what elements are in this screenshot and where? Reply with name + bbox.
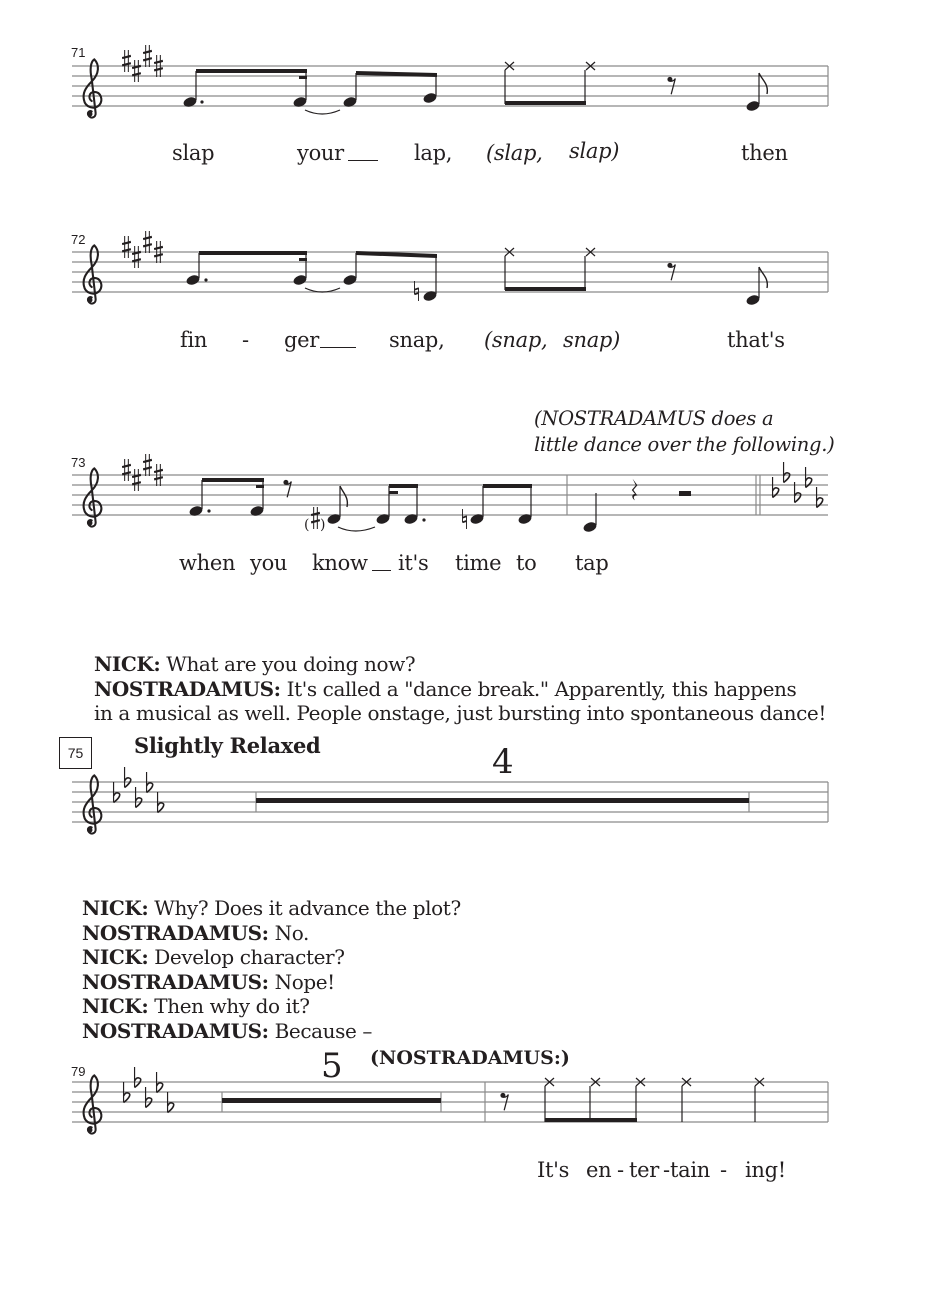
cue-label: (NOSTRADAMUS:) <box>370 1047 570 1069</box>
lyric: tap <box>575 551 609 575</box>
lyric: then <box>741 141 788 165</box>
lyric: when <box>179 551 236 575</box>
half-rest-icon <box>679 491 691 496</box>
dialogue-line: NICK: Develop character? <box>82 945 345 969</box>
lyric: en <box>586 1158 612 1182</box>
lyric: (snap, <box>484 328 548 352</box>
lyric: time <box>455 551 502 575</box>
treble-clef-icon <box>84 775 102 833</box>
measure-number: 73 <box>71 455 86 470</box>
melisma-line <box>372 570 391 571</box>
lyric: to <box>516 551 537 575</box>
dialogue-block-1 <box>94 652 826 726</box>
measure-number: 71 <box>71 45 86 60</box>
lyric: your <box>297 141 344 165</box>
lyric: (slap, <box>486 141 543 165</box>
dialogue-line: NICK: Why? Does it advance the plot? <box>82 896 461 920</box>
lyric: tain <box>670 1158 711 1182</box>
treble-clef-icon <box>84 59 102 117</box>
dialogue-block-2 <box>82 896 461 1043</box>
sharp-icon <box>143 45 152 67</box>
treble-clef-icon <box>84 245 102 303</box>
treble-clef-icon <box>84 1075 102 1133</box>
svg-text:(: ( <box>304 517 310 533</box>
lyric: ing! <box>745 1158 786 1182</box>
sharp-icon <box>132 60 141 82</box>
multirest-count: 5 <box>321 1046 343 1086</box>
dialogue-line: NOSTRADAMUS: Because – <box>82 1018 372 1043</box>
lyric: - <box>720 1158 727 1182</box>
rehearsal-mark: 75 <box>59 737 92 769</box>
stage-direction: (NOSTRADAMUS does a little dance over the following.) <box>534 407 835 456</box>
multirest-bar <box>256 798 749 803</box>
dialogue-line: NOSTRADAMUS: Nope! <box>82 969 335 994</box>
lyric: ger <box>284 328 320 352</box>
measure-number: 72 <box>71 232 86 247</box>
lyric: that's <box>727 328 785 352</box>
lyric: slap <box>172 141 215 165</box>
dialogue-line: NOSTRADAMUS: No. <box>82 920 309 945</box>
staff-79 <box>0 1076 952 1156</box>
lyric: you <box>250 551 288 575</box>
svg-text:): ) <box>320 517 326 533</box>
natural-icon <box>415 281 419 301</box>
staff-72 <box>0 246 952 326</box>
lyric: know <box>312 551 368 575</box>
measure-number: 79 <box>71 1064 86 1079</box>
flat-icon <box>784 462 790 483</box>
multirest-count: 4 <box>492 742 514 782</box>
dialogue-line: in a musical as well. People onstage, just bursting into spontaneous dance! <box>94 701 826 725</box>
multirest-bar <box>222 1098 441 1103</box>
sharp-icon <box>122 50 131 72</box>
melisma-line <box>320 347 356 348</box>
lyric: lap, <box>414 141 453 165</box>
lyric: fin <box>180 328 208 352</box>
lyric: slap) <box>569 139 620 163</box>
staff-71 <box>0 60 952 140</box>
lyric: It's <box>537 1158 570 1182</box>
treble-clef-icon <box>84 468 102 526</box>
dialogue-line: NICK: What are you doing now? <box>94 652 416 676</box>
dialogue-line: NOSTRADAMUS: It's called a "dance break." Apparently, this happens <box>94 676 797 701</box>
staff-73 <box>0 469 952 549</box>
staff-75 <box>0 776 952 856</box>
lyric: - <box>617 1158 624 1182</box>
tempo-marking: Slightly Relaxed <box>134 733 321 758</box>
dialogue-line: NICK: Then why do it? <box>82 994 310 1018</box>
lyric: - <box>663 1158 670 1182</box>
melisma-line <box>348 160 378 161</box>
lyric: snap, <box>389 328 445 352</box>
lyric: it's <box>398 551 429 575</box>
quarter-rest-icon <box>632 479 638 501</box>
lyric: snap) <box>563 328 620 352</box>
lyric: - <box>242 328 249 352</box>
lyric: ter <box>629 1158 660 1182</box>
